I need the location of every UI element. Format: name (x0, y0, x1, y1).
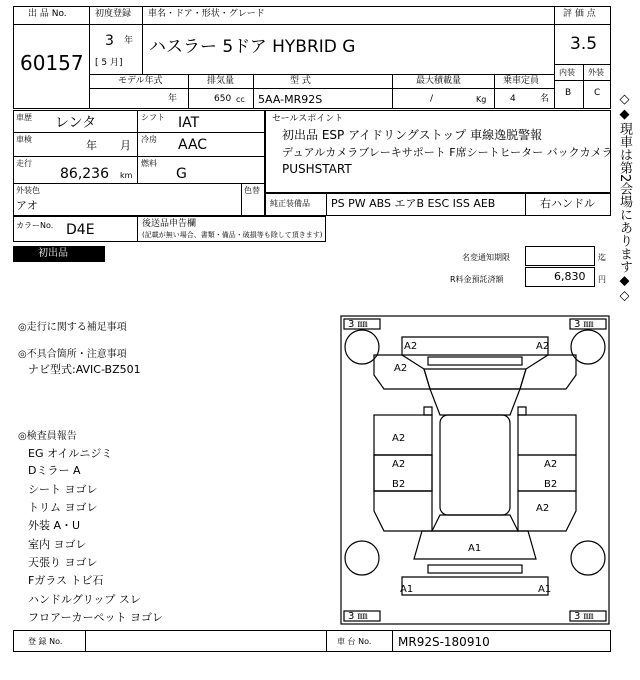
inspector-item: 外装 A・U (28, 519, 81, 532)
mark-left-rear-door-b: B2 (392, 479, 406, 490)
sales-line-1: 初出品 ESP アイドリングストップ 車線逸脱警報 (282, 128, 543, 142)
left-mirror-icon (424, 407, 432, 415)
rear-garnish (428, 565, 522, 573)
driving-label: ◎走行に関する補足事項 (18, 322, 127, 333)
name-change-unit: 迄 (598, 253, 606, 262)
divider (188, 74, 189, 109)
divider (326, 630, 327, 652)
first-reg-year: 3 (105, 33, 114, 49)
first-reg-label: 初度登録 (95, 9, 132, 19)
equipment-label: 純正装備品 (270, 199, 310, 208)
rear-bumper (402, 577, 548, 595)
type: 5AA-MR92S (258, 93, 323, 106)
aftermarket-label: 後送品申告欄 (142, 219, 197, 229)
mark-left-fender: A2 (394, 363, 408, 374)
max-load-label: 最大積載量 (416, 76, 462, 86)
mark-rear-bumper-left: A1 (400, 584, 414, 595)
sales-line-3: PUSHSTART (282, 162, 352, 176)
venue-banner-text: ◇◆現車は第2会場にあります◆◇ (617, 92, 632, 304)
windshield (430, 389, 520, 415)
tire-depth-tr: 3 ㎜ (574, 319, 594, 330)
first-reg-month: [ 5 月] (95, 58, 123, 68)
divider (142, 24, 554, 25)
inspector-item: シート ヨゴレ (28, 483, 98, 496)
name-change-field (525, 246, 595, 266)
grade: 3.5 (570, 34, 598, 54)
inspector-item: 天張り ヨゴレ (28, 556, 98, 569)
chassis-label: 車 台 No. (337, 637, 372, 646)
color-no: D4E (66, 222, 95, 238)
divider (13, 183, 265, 184)
name-change-label: 名変通知期限 (462, 253, 510, 262)
mark-tailgate: A1 (468, 543, 482, 554)
right-fender (520, 355, 576, 389)
displacement-label: 排気量 (207, 76, 235, 86)
car-name-label: 車名・ドア・形状・グレード (148, 9, 265, 19)
max-load-unit: Kg (476, 95, 487, 104)
mark-right-quarter: A2 (536, 503, 550, 514)
steering: 右ハンドル (540, 197, 595, 210)
recycle-amount: 6,830 (554, 270, 586, 283)
inspector-label: ◎検査員報告 (18, 431, 77, 442)
model-year-label: モデル年式 (118, 76, 163, 86)
max-load: / (430, 94, 434, 104)
inspection-month: 月 (120, 139, 131, 152)
recycle-unit: 円 (598, 275, 606, 284)
first-reg-year-unit: 年 (124, 36, 134, 46)
model-year-unit: 年 (168, 94, 178, 104)
divider (253, 74, 254, 109)
grade-label: 評 価 点 (563, 9, 596, 19)
lot-number: 60157 (20, 51, 84, 75)
left-quarter (374, 491, 432, 531)
mark-front-bumper-right: A2 (536, 341, 550, 352)
chassis-number: MR92S-180910 (398, 635, 490, 649)
mark-front-bumper-left: A2 (404, 341, 418, 352)
exterior-label: 外装 (588, 68, 604, 77)
mark-rear-bumper-right: A1 (538, 584, 552, 595)
color-change-label: 色替 (244, 186, 260, 195)
footer-row (13, 630, 611, 652)
tire-depth-bl: 3 ㎜ (348, 611, 368, 622)
roof (440, 415, 510, 515)
aftermarket-note: (記載が無い場合、書類・備品・破損等も除して頂きます) (142, 231, 323, 239)
inspector-item: EG オイルニジミ (28, 447, 113, 460)
tire-rear-right-icon (571, 541, 605, 575)
mileage: 86,236 (60, 166, 109, 182)
capacity-unit: 名 (540, 94, 550, 104)
right-mirror-icon (518, 407, 526, 415)
fuel-label: 燃料 (141, 159, 157, 168)
map-frame (341, 316, 609, 624)
divider (89, 6, 90, 109)
inspector-item: Fガラス トビ石 (28, 574, 104, 587)
shift: IAT (178, 115, 200, 131)
lot-label: 出 品 No. (28, 9, 67, 19)
ac: AAC (178, 137, 208, 153)
interior-label: 内装 (559, 68, 575, 77)
mark-left-rear-door: A2 (392, 459, 406, 470)
divider (392, 630, 393, 652)
divider (137, 110, 138, 183)
mark-right-rear-door: A2 (544, 459, 558, 470)
divider (241, 183, 242, 216)
front-bumper (402, 337, 548, 355)
divider (85, 630, 86, 652)
tire-depth-tl: 3 ㎜ (348, 319, 368, 330)
car-name: ハスラー 5ドア HYBRID G (149, 37, 356, 57)
sales-label: セールスポイント (272, 114, 344, 124)
divider (89, 88, 554, 89)
divider (525, 193, 526, 216)
navi-model: ナビ型式:AVIC-BZ501 (28, 363, 141, 376)
shift-label: シフト (141, 113, 165, 122)
divider (392, 74, 393, 109)
divider (554, 6, 555, 109)
equipment: PS PW ABS エアB ESC ISS AEB (331, 197, 496, 210)
capacity-label: 乗車定員 (503, 76, 540, 86)
sales-line-2: デュアルカメラブレーキサポート F席シートヒーター バックカメラ (282, 146, 613, 159)
interior-grade: B (565, 88, 572, 98)
divider (326, 193, 327, 216)
front-grille (428, 357, 522, 365)
ext-color-label: 外装色 (16, 186, 40, 195)
reg-label: 登 録 No. (28, 637, 63, 646)
divider (13, 156, 265, 157)
inspection-label: 車検 (16, 135, 32, 144)
rear-window (432, 515, 518, 531)
first-listing: 初出品 (38, 248, 68, 259)
inspector-item: フロアーカーペット ヨゴレ (28, 611, 163, 624)
damage-map (340, 315, 610, 625)
divider (13, 132, 265, 133)
defects-label: ◎不具合箇所・注意事項 (18, 349, 127, 360)
venue-banner (614, 92, 634, 372)
tire-depth-br: 3 ㎜ (574, 611, 594, 622)
mileage-label: 走行 (16, 159, 32, 168)
ac-label: 冷房 (141, 135, 157, 144)
displacement-unit: cc (236, 95, 245, 104)
inspector-item: トリム ヨゴレ (28, 501, 98, 514)
recycle-label: R料金預託済額 (450, 275, 504, 284)
right-front-door (518, 415, 576, 455)
divider (554, 24, 611, 25)
hood (424, 369, 526, 389)
type-label: 型 式 (290, 76, 311, 86)
mark-left-front-door: A2 (392, 433, 406, 444)
ext-color: アオ (16, 199, 38, 212)
history-label: 車歴 (16, 113, 32, 122)
mark-right-rear-door-b: B2 (544, 479, 558, 490)
divider (142, 6, 143, 74)
color-no-label: カラーNo. (16, 221, 54, 230)
divider (583, 64, 584, 109)
fuel: G (176, 166, 187, 182)
inspection-year: 年 (86, 139, 97, 152)
inspector-item: Dミラー A (28, 464, 81, 477)
divider (13, 24, 142, 25)
divider (494, 74, 495, 109)
displacement: 650 (214, 94, 232, 104)
mileage-unit: km (120, 171, 133, 180)
capacity: 4 (510, 94, 516, 104)
history: レンタ (55, 115, 97, 131)
exterior-grade: C (594, 88, 601, 98)
tire-rear-left-icon (345, 541, 379, 575)
divider (137, 216, 138, 242)
inspector-item: 室内 ヨゴレ (28, 538, 87, 551)
divider (89, 74, 554, 75)
inspector-item: ハンドルグリップ スレ (28, 593, 141, 606)
details-block (13, 110, 265, 216)
